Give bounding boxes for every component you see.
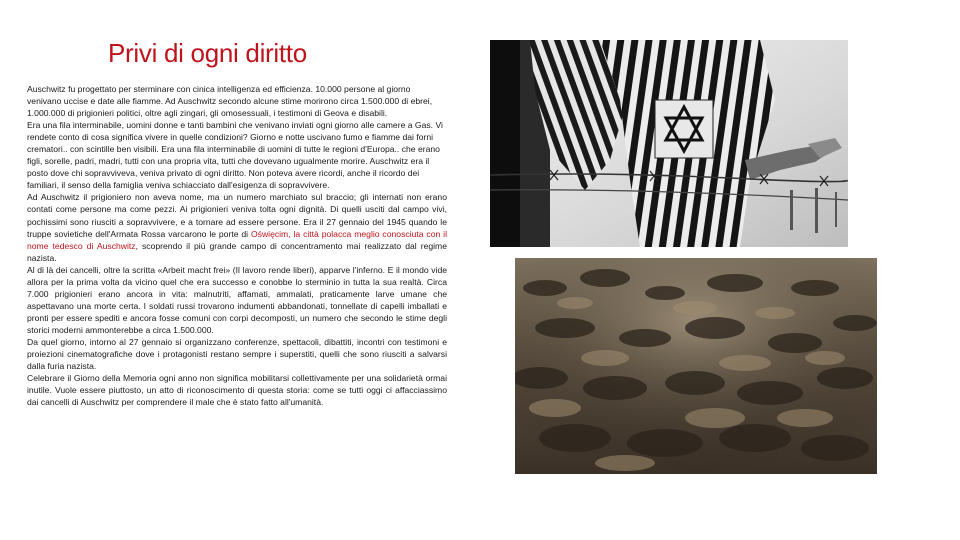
striped-uniform-barbed-wire-photo bbox=[490, 40, 848, 247]
pile-of-shoes-photo bbox=[515, 258, 877, 474]
paragraph-6: Celebrare il Giorno della Memoria ogni anno non significa mobilitarsi collettivamente per una solidarietà ormai inutile. Vuole essere piuttosto, un atto di riconoscimento di questa storia: come se tutti oggi ci affacciassimo dai cancelli di Auschwitz per comprendere il male che è stato fatto all'umanità. bbox=[27, 373, 447, 408]
paragraph-3-text-b: , scoprendo il più grande campo di concentramento mai realizzato dal regime nazista. bbox=[27, 240, 447, 263]
slide-title: Privi di ogni diritto bbox=[108, 38, 307, 68]
paragraph-2: Era una fila interminabile, uomini donne e tanti bambini che venivano inviati ogni giorno alle camere a Gas. Vi rendete conto di cosa significa vivere in quelle condizioni? Giorno e notte uscivano fumo e fiamme dai forni crematori.. con scintille ben visibili. Era una fila interminabile di uomini di tutte le regioni d'Europa.. che erano figli, sorelle, padri, madri, tutti con una propria vita, tutti che dovevano ugualmente morire. Auschwitz era il posto dove chi sopravviveva, veniva privato di ogni diritto. Non poteva avere ricordi, anche il ricordo dei familiari, il senso della famiglia veniva schiacciato dall'esigenza di sopravvivere. bbox=[27, 120, 443, 191]
paragraph-5: Da quel giorno, intorno al 27 gennaio si organizzano conferenze, spettacoli, dibattiti, incontri con testimoni e proiezioni cinematografiche dove i protagonisti restano sempre i superstiti, quelli che sono riusciti a salvarsi dalla furia nazista. bbox=[27, 336, 447, 372]
auschwitz-link[interactable]: Oświęcim, la città polacca meglio conosciuta con il nome tedesco di Auschwitz bbox=[27, 228, 447, 251]
paragraph-3-text-a: Ad Auschwitz il prigioniero non aveva nome, ma un numero marchiato sul braccio; gli internati non erano contati come persone ma come pezzi. Ai prigionieri veniva tolta ogni dignità. Di quelli usciti dal campo vivi, pochissimi sono riusciti a sopravvivere, e a tornare ad essere persone. Era il 27 gennaio del 1945 quando le truppe sovietiche dell'Armata Rossa varcarono le porte di bbox=[27, 192, 447, 239]
paragraph-3 bbox=[27, 191, 447, 263]
paragraph-1: Auschwitz fu progettato per sterminare con cinica intelligenza ed efficienza. 10.000 persone al giorno venivano uccise e date alle fiamme. Ad Auschwitz secondo alcune stime morirono circa 1.500.000 di ebrei, 1.000.000 di prigionieri politici, oltre agli zingari, gli omosessuali, i testimoni di Geova e disabili. bbox=[27, 84, 433, 119]
body-text bbox=[27, 83, 447, 408]
paragraph-4: Al di là dei cancelli, oltre la scritta «Arbeit macht frei» (Il lavoro rende liberi), apparve l'inferno. E il mondo vide allora per la prima volta da vicino quel che era successo e conobbe lo sterminio in tutta la sua realtà. Circa 7.000 prigionieri erano ancora in vita: malnutriti, affamati, ammalati, praticamente larve umane che aspettavano una morte certa. I soldati russi trovarono indumenti abbandonati, tonnellate di capelli imballati e pronti per essere spediti e ancora fosse comuni con corpi decomposti, un numero che secondo le stime degli storici moderni ammonterebbe a circa 1.500.000. bbox=[27, 264, 447, 335]
